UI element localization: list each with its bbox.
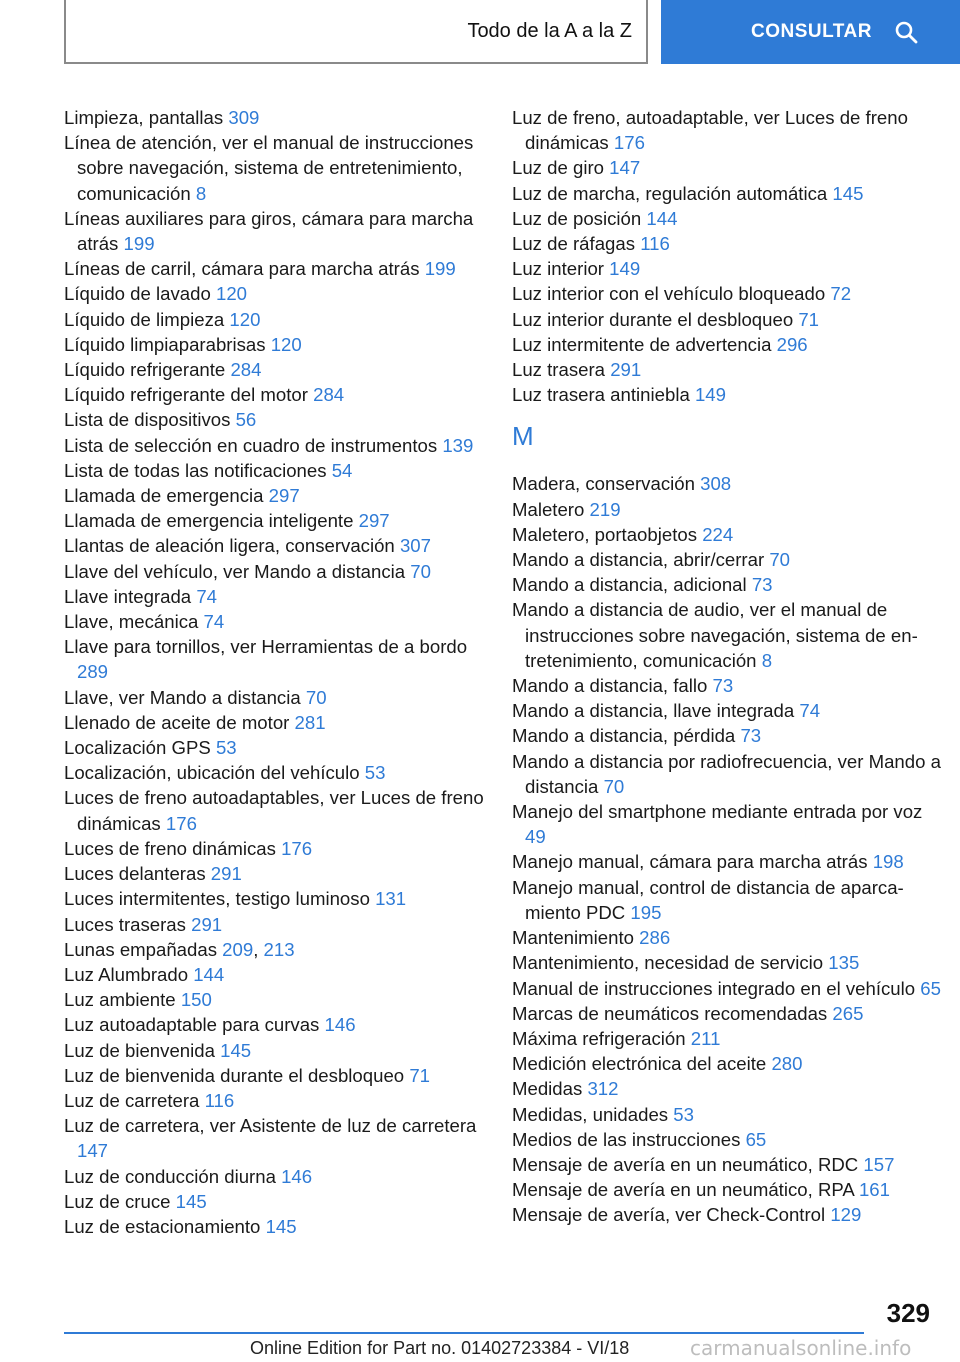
index-entry-text: Luces traseras — [64, 913, 186, 935]
page-reference-link[interactable]: 53 — [364, 762, 386, 784]
index-entry — [64, 1189, 484, 1214]
index-entry — [64, 508, 484, 533]
page-reference-link[interactable]: 74 — [203, 611, 225, 633]
page-reference-link[interactable]: 146 — [281, 1165, 313, 1187]
index-entry — [512, 281, 942, 306]
index-entry — [512, 231, 942, 256]
page-reference-link[interactable]: 312 — [587, 1078, 619, 1100]
index-entry-text: Líquido limpiaparabrisas — [64, 333, 266, 355]
index-entry-text: Mantenimiento — [512, 927, 634, 949]
index-entry — [64, 634, 484, 684]
index-entry — [64, 357, 484, 382]
page-reference-link[interactable]: 224 — [702, 523, 734, 545]
page-reference-link[interactable]: 149 — [609, 258, 641, 280]
index-entry — [512, 976, 942, 1001]
index-entry-text: Línea de atención, ver el manual de instrucciones sobre navegación, sistema de entretenimiento, comunicación — [64, 132, 474, 204]
tab-a-to-z-label: Todo de la A a la Z — [467, 19, 632, 42]
page-reference-link[interactable]: 144 — [646, 207, 678, 229]
page-reference-link[interactable]: 70 — [603, 775, 625, 797]
index-entry-text: Llave del vehículo, ver Mando a distancia — [64, 560, 406, 582]
page-reference-link[interactable]: 150 — [180, 989, 212, 1011]
index-entry-text: Luz de posición — [512, 207, 642, 229]
page-reference-link[interactable]: 116 — [204, 1089, 235, 1111]
index-entry-text: Limpieza, pantallas — [64, 107, 224, 128]
index-entry-text: Manejo manual, control de distancia de aparcamiento PDC — [512, 876, 904, 923]
index-entry — [512, 673, 942, 698]
index-entry — [512, 950, 942, 975]
index-entry — [512, 181, 942, 206]
index-entry — [512, 206, 942, 231]
index-entry — [512, 799, 942, 849]
index-entry-text: Medición electrónica del aceite — [512, 1053, 767, 1075]
page-reference-link[interactable]: 145 — [220, 1039, 252, 1061]
page-reference-link[interactable]: 145 — [175, 1190, 207, 1212]
section-letter-m: M — [512, 421, 534, 452]
page-reference-link[interactable]: 74 — [799, 700, 821, 722]
index-entry-text: Llamada de emergencia — [64, 485, 264, 507]
index-entry-text: Máxima refrigeración — [512, 1027, 686, 1049]
index-entry — [64, 785, 484, 835]
page-reference-link[interactable]: 49 — [525, 826, 546, 848]
index-entry-text: Mando a distancia de audio, ver el manual de instrucciones sobre navegación, sistema de entretenimiento, comunicación — [512, 599, 918, 671]
index-entry-text: Maletero, portaobjetos — [512, 523, 698, 545]
index-entry — [64, 307, 484, 332]
page-reference-link[interactable]: 120 — [229, 308, 261, 330]
index-entry-text: Luz de freno, autoadaptable, ver Luces de freno dinámicas — [512, 107, 908, 154]
index-entry-text: Líquido refrigerante — [64, 359, 226, 381]
page-reference-link[interactable]: 74 — [196, 585, 218, 607]
index-entry — [512, 105, 942, 155]
page-reference-link[interactable]: 120 — [215, 283, 248, 305]
index-entry — [64, 458, 484, 483]
index-entry — [64, 912, 484, 937]
index-entry-text: Mando a distancia, fallo — [512, 675, 708, 697]
footer-divider — [64, 1332, 864, 1334]
index-entry-text: Mando a distancia por radiofrecuencia, ver Mando a distancia — [512, 750, 941, 797]
watermark: carmanualsonline.info — [690, 1336, 912, 1360]
index-entry — [512, 875, 942, 925]
page-reference-link[interactable]: 70 — [769, 549, 791, 571]
index-column-left — [64, 105, 484, 1239]
index-entry — [512, 1051, 942, 1076]
index-entry-text: Líneas de carril, cámara para marcha atrás — [64, 258, 420, 280]
index-entry — [512, 1202, 942, 1227]
page-reference-link[interactable]: 145 — [265, 1215, 297, 1237]
index-entry-text: Luz ambiente — [64, 989, 176, 1011]
page-reference-link[interactable]: 176 — [165, 812, 197, 834]
index-entry-text: Llamada de emergencia inteligente — [64, 510, 354, 532]
page-reference-link[interactable]: 297 — [358, 510, 390, 532]
index-entry-text: Luz de ráfagas — [512, 233, 636, 255]
index-entry-text: Luz autoadaptable para curvas — [64, 1014, 320, 1036]
search-icon — [894, 20, 918, 44]
page-reference-link[interactable]: 308 — [700, 473, 732, 495]
index-entry — [512, 497, 942, 522]
page-reference-link[interactable]: 70 — [410, 560, 431, 582]
index-entry-text: Luz intermitente de advertencia — [512, 333, 772, 355]
index-entry — [64, 433, 484, 458]
index-entry-text: Llenado de aceite de motor — [64, 711, 290, 733]
index-entry-text: Líquido refrigerante del motor — [64, 384, 308, 406]
tab-a-to-z[interactable] — [64, 0, 648, 64]
index-entry — [512, 925, 942, 950]
index-entry-text: Luz interior — [512, 258, 604, 280]
page-reference-link[interactable]: 309 — [228, 107, 260, 128]
index-entry-text: Mensaje de avería en un neumático, RPA — [512, 1179, 854, 1201]
index-entry — [64, 1038, 484, 1063]
index-entry-text: Lista de selección en cuadro de instrumentos — [64, 434, 438, 456]
index-entry — [512, 307, 942, 332]
index-entry-text: Luz trasera antiniebla — [512, 384, 690, 406]
index-entry — [512, 332, 942, 357]
index-entry — [512, 849, 942, 874]
index-entry — [64, 407, 484, 432]
page-reference-link[interactable]: 195 — [630, 901, 662, 923]
page-reference-link[interactable]: 145 — [832, 182, 864, 204]
page-reference-link[interactable]: 291 — [191, 913, 223, 935]
index-entry — [64, 836, 484, 861]
index-entry — [64, 1113, 484, 1163]
index-entry-text: Mensaje de avería, ver Check-Control — [512, 1204, 826, 1226]
index-entry-text: Lunas empañadas — [64, 938, 217, 960]
page-reference-link[interactable]: 284 — [313, 384, 345, 406]
index-entry-text: Medidas — [512, 1078, 583, 1100]
page-reference-link[interactable]: 280 — [771, 1053, 803, 1075]
index-entry — [512, 382, 942, 407]
page-reference-link[interactable]: 161 — [858, 1179, 890, 1201]
index-entry — [64, 533, 484, 558]
index-entry — [64, 1012, 484, 1037]
page-reference-link[interactable]: 56 — [235, 409, 257, 431]
index-entry-text: Llave, ver Mando a distancia — [64, 686, 301, 708]
page-reference-link[interactable]: 291 — [210, 863, 242, 885]
page-reference-link[interactable]: 72 — [830, 283, 852, 305]
index-entry — [64, 332, 484, 357]
index-entry-text: Mando a distancia, pérdida — [512, 725, 736, 747]
index-entry-text: Manejo del smartphone mediante entrada por voz — [512, 801, 923, 823]
page-reference-link[interactable]: 116 — [640, 233, 670, 255]
index-entry-text: Luz de giro — [512, 157, 604, 179]
index-entry-text: Mando a distancia, adicional — [512, 574, 747, 596]
page-reference-link[interactable]: 73 — [712, 675, 734, 697]
index-entry-text: Llave para tornillos, ver Herramientas de a bordo — [64, 636, 468, 658]
page-reference-link[interactable]: 149 — [694, 384, 726, 406]
page-reference-link[interactable]: 146 — [324, 1014, 356, 1036]
index-entry-text: Medidas, unidades — [512, 1103, 669, 1125]
index-entry-text: Luz trasera — [512, 359, 606, 381]
footer-edition: Online Edition for Part no. 01402723384 - VI/18 — [250, 1338, 630, 1358]
index-entry-text: Lista de todas las notificaciones — [64, 459, 327, 481]
index-entry — [64, 281, 484, 306]
page-reference-link[interactable]: 8 — [195, 182, 207, 204]
page-reference-link[interactable]: 70 — [305, 686, 327, 708]
index-entry-text: Luces de freno dinámicas — [64, 837, 276, 859]
page-reference-link[interactable]: 286 — [639, 927, 671, 949]
index-entry — [64, 130, 484, 206]
index-entry — [64, 735, 484, 760]
page-reference-link[interactable]: 54 — [331, 459, 353, 481]
index-entry — [64, 760, 484, 785]
index-entry — [512, 522, 942, 547]
index-entry — [64, 584, 484, 609]
index-entry — [512, 749, 942, 799]
index-entry-text: Mensaje de avería en un neumático, RDC — [512, 1153, 859, 1175]
index-entry-text: Manejo manual, cámara para marcha atrás — [512, 851, 868, 873]
index-entry — [64, 1063, 484, 1088]
page-reference-link[interactable]: 144 — [193, 963, 225, 985]
index-entry: Lunas empañadas 209, 213 — [64, 938, 295, 960]
index-entry — [512, 471, 942, 496]
index-entry — [64, 206, 484, 256]
page-reference-link[interactable]: 296 — [776, 333, 808, 355]
index-entry-text: Manual de instrucciones integrado en el vehículo — [512, 977, 916, 999]
page-reference-link[interactable]: 176 — [281, 837, 313, 859]
index-entry-text: Madera, conservación — [512, 473, 695, 495]
index-entry-text: Localización GPS — [64, 737, 211, 759]
index-entry-text: Medios de las instrucciones — [512, 1128, 741, 1150]
page-reference-link[interactable]: 209 — [222, 938, 254, 960]
page-reference-link[interactable]: 53 — [673, 1103, 694, 1125]
page-reference-link[interactable]: 71 — [409, 1064, 430, 1086]
page-reference-link[interactable]: 199 — [424, 258, 456, 280]
index-entry-text: Mando a distancia, abrir/cerrar — [512, 549, 765, 571]
page-reference-link[interactable]: 199 — [123, 233, 155, 255]
index-entry-text: Luces delanteras — [64, 863, 206, 885]
index-entry-text: Luz de carretera, ver Asistente de luz de carretera — [64, 1115, 477, 1137]
page-reference-link[interactable]: 147 — [77, 1140, 109, 1162]
index-entry-text: Llave, mecánica — [64, 611, 199, 633]
index-entry — [512, 357, 942, 382]
index-entry — [64, 861, 484, 886]
page-reference-link[interactable]: 176 — [613, 132, 645, 154]
page-reference-link[interactable]: 120 — [270, 333, 302, 355]
page-reference-link[interactable]: 129 — [830, 1204, 862, 1226]
index-entry-text: Maletero — [512, 498, 585, 520]
index-entry — [512, 1152, 942, 1177]
page-reference-link[interactable]: 198 — [872, 851, 904, 873]
index-entry-text: Luz de bienvenida — [64, 1039, 215, 1061]
index-entry — [64, 256, 484, 281]
page-reference-link[interactable]: 211 — [690, 1027, 721, 1049]
consult-label: CONSULTAR — [751, 21, 872, 42]
index-entry-text: Llave integrada — [64, 585, 192, 607]
page-reference-link[interactable]: 157 — [863, 1153, 895, 1175]
index-column-right — [512, 105, 942, 1228]
page-reference-link[interactable]: 284 — [230, 359, 262, 381]
index-entry-text: Luz de bienvenida durante el desbloqueo — [64, 1064, 405, 1086]
index-entry — [64, 685, 484, 710]
page-reference-link[interactable]: 65 — [745, 1128, 767, 1150]
page-reference-link[interactable]: 8 — [761, 649, 773, 671]
page-reference-link[interactable]: 213 — [263, 938, 295, 960]
index-entry — [64, 710, 484, 735]
index-entry — [64, 609, 484, 634]
index-entry-text: Luz de estacionamiento — [64, 1215, 261, 1237]
index-entry — [512, 1102, 942, 1127]
index-entry — [512, 1177, 942, 1202]
index-entry — [64, 962, 484, 987]
header — [0, 0, 960, 66]
index-entry — [512, 256, 942, 281]
page-reference-link[interactable]: 291 — [610, 359, 642, 381]
index-entry — [64, 1088, 484, 1113]
index-entry — [64, 382, 484, 407]
index-entry — [512, 572, 942, 597]
index-entry-text: Mando a distancia, llave integrada — [512, 700, 795, 722]
index-entry-text: Líquido de limpieza — [64, 308, 225, 330]
index-entry — [64, 483, 484, 508]
index-entry-text: Localización, ubicación del vehículo — [64, 762, 360, 784]
index-entry — [512, 698, 942, 723]
index-entry-text: Luces intermitentes, testigo luminoso — [64, 888, 370, 910]
page-reference-link[interactable]: 53 — [215, 737, 237, 759]
index-entry — [64, 559, 484, 584]
index-entry — [64, 886, 484, 911]
page-reference-link[interactable]: 289 — [77, 661, 109, 683]
index-entry-text: Marcas de neumáticos recomendadas — [512, 1002, 828, 1024]
index-entry — [512, 547, 942, 572]
index-entry — [64, 105, 484, 130]
index-entry-text: Luz de cruce — [64, 1190, 171, 1212]
index-entry-text: Luz Alumbrado — [64, 963, 189, 985]
page-reference-link[interactable]: 147 — [609, 157, 641, 179]
page-reference-link[interactable]: 65 — [920, 977, 941, 999]
page-reference-link[interactable]: 71 — [798, 308, 820, 330]
consult-button[interactable] — [661, 0, 960, 64]
index-entry-text: Lista de dispositivos — [64, 409, 231, 431]
index-entry-text: Líquido de lavado — [64, 283, 211, 305]
index-entry-text: Luz de carretera — [64, 1089, 200, 1111]
page-number: 329 — [886, 1298, 930, 1328]
page-reference-link[interactable]: 281 — [294, 711, 326, 733]
index-group-l — [512, 105, 942, 407]
index-entry-text: Luces de freno autoadaptables, ver Luces de freno dinámicas — [64, 787, 484, 834]
index-entry — [512, 597, 942, 673]
index-entry-text: Llantas de aleación ligera, conservación — [64, 535, 395, 557]
index-entry — [512, 1076, 942, 1101]
index-entry-text: Luz interior durante el desbloqueo — [512, 308, 794, 330]
index-entry-text: Mantenimiento, necesidad de servicio — [512, 952, 824, 974]
index-entry — [512, 155, 942, 180]
index-entry-text: Luz de marcha, regulación automática — [512, 182, 828, 204]
page-reference-link[interactable]: 73 — [740, 725, 762, 747]
page-reference-link[interactable]: 307 — [399, 535, 431, 557]
page-reference-link[interactable]: 73 — [751, 574, 773, 596]
page-reference-link[interactable]: 131 — [375, 888, 407, 910]
index-entry-text: Luz de conducción diurna — [64, 1165, 276, 1187]
page-reference-link[interactable]: 219 — [589, 498, 621, 520]
index-entry — [512, 1127, 942, 1152]
page-reference-link[interactable]: 297 — [268, 485, 300, 507]
index-group-m — [512, 471, 942, 1227]
index-entry-text: Luz interior con el vehículo bloqueado — [512, 283, 826, 305]
page-reference-link[interactable]: 139 — [442, 434, 474, 456]
page-reference-link[interactable]: 135 — [828, 952, 860, 974]
page-reference-link[interactable]: 265 — [832, 1002, 864, 1024]
index-entry — [64, 1214, 484, 1239]
index-entry — [512, 723, 942, 748]
index-entry — [64, 987, 484, 1012]
index-entry — [512, 1026, 942, 1051]
index-entry — [64, 1164, 484, 1189]
index-entry — [512, 1001, 942, 1026]
index-entry-text: Líneas auxiliares para giros, cámara para marcha atrás — [64, 207, 474, 255]
